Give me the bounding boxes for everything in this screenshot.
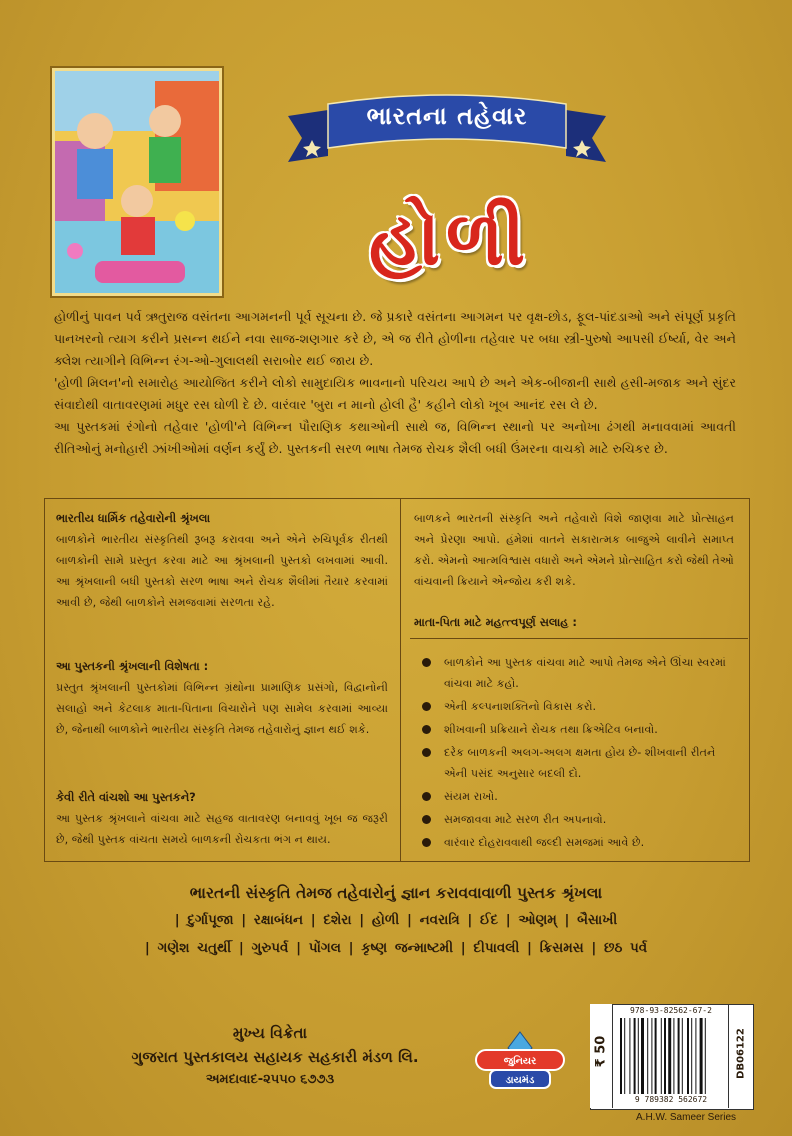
section-heading-features: આ પુસ્તકની શ્રૃંખલાની વિશેષતા : — [56, 659, 209, 673]
logo-bottom-text: ડાયમંડ — [505, 1075, 535, 1086]
list-item: દરેક બાળકની અલગ-અલગ ક્ષમતા હોય છે- શીખવાની રીતને એની પસંદ અનુસાર બદલી દો. — [420, 742, 738, 784]
book-title: હોળી — [369, 196, 531, 282]
series-list-line-2: | ગણેશ ચતુર્થી | ગુરુપર્વ | પોંગલ | કૃષ્ણ જન્માષ્ટમી | દીપાવલી | ક્રિસમસ | છઠ પર્વ — [144, 940, 648, 956]
logo-top-text: જુનિયર — [503, 1056, 537, 1067]
product-code — [728, 1004, 753, 1108]
distributor-name: ગુજરાત પુસ્તકાલય સહાયક સહકારી મંડળ લિ. — [131, 1048, 419, 1066]
bullet-icon — [422, 792, 431, 801]
bullet-icon — [422, 658, 431, 667]
section-text-series: બાળકોને ભારતીય સંસ્કૃતિથી રૂબરૂ કરાવવા અને એને રુચિપૂર્વક રીતથી બાળકોની સામે પ્રસ્તુત કરવા માટે આ શ્રૃંખલાની પુસ્તકો લખવામાં આવી. આ શ્રૃંખલાની બધી પુસ્તકો સરળ ભાષા અને રોચક શૈલીમાં તૈયાર કરવામાં આવી છે, જેથી બાળકોને સમજવામાં સરળતા રહે. — [56, 533, 388, 609]
intro-paragraph-2: 'હોળી મિલન'નો સમારોહ આયોજિત કરીને લોકો સામુદાયિક ભાવનાનો પરિચય આપે છે અને એક-બીજાની સાથે હસી-મજાક અને સુંદર સંવાદોથી વાતાવરણમાં મધુર રસ ઘોળી દે છે. વારંવાર 'બુરા ન માનો હોલી હૈ' કહીને લોકો ખૂબ આનંદ રસ લે છે. — [54, 375, 736, 412]
bullet-icon — [422, 702, 431, 711]
series-title: ભારતની સંસ્કૃતિ તેમજ તહેવારોનું જ્ઞાન કરાવવાવાળી પુસ્તક શ્રૃંખલા — [189, 884, 603, 902]
section-heading-series: ભારતીય ધાર્મિક તહેવારોની શ્રૃંખલા — [56, 511, 211, 525]
list-item: બાળકોને આ પુસ્તક વાંચવા માટે આપો તેમજ એને ઊંચા સ્વરમાં વાંચવા માટે કહો. — [420, 652, 738, 694]
section-heading-how-to-read: કેવી રીતે વાંચશો આ પુસ્તકને? — [56, 790, 196, 804]
bullet-icon — [422, 838, 431, 847]
intro-paragraph-1: હોળીનું પાવન પર્વ ઋતુરાજ વસંતના આગમનની પૂર્વ સૂચના છે. જે પ્રકારે વસંતના આગમન પર વૃક્ષ-છોડ, ફૂલ-પાંદડાઓ અને સંપૂર્ણ પ્રકૃતિ પાનખરનો ત્યાગ કરીને પ્રસન્ન થઈને નવા સાજ-શણગાર કરે છે, એ જ રીતે હોળીના તહેવાર પર બધા સ્ત્રી-પુરુષો આપસી ઈર્ષ્યા, વેર અને ક્લેશ ત્યાગીને વિભિન્ન રંગ-ઓ-ગુલાલથી સરાબોર થઈ જાય છે. — [54, 309, 736, 368]
series-label: ભારતના તહેવાર — [366, 102, 528, 130]
distributor-label: મુખ્ય વિક્રેતા — [232, 1024, 308, 1042]
series-list-line-1: | દુર્ગાપૂજા | રક્ષાબંધન | દશેરા | હોળી | નવરાત્રિ | ઈદ | ઓણમ્ | બૈસાખી — [174, 912, 618, 928]
distributor-address: અમદાવાદ-૨૫૫૦ ૬૭૭૩ — [205, 1072, 335, 1087]
advice-list — [420, 652, 738, 855]
advice-separator — [410, 638, 748, 639]
list-item: સમજાવવા માટે સરળ રીત અપનાવો. — [420, 809, 738, 830]
section-heading-parent-advice: માતા-પિતા માટે મહત્ત્વપૂર્ણ સલાહ : — [414, 615, 577, 629]
title-ribbon — [288, 90, 606, 170]
price-tag — [590, 1004, 613, 1108]
isbn-text: 978-93-82562-67-2 — [630, 1006, 712, 1015]
intro-paragraph-3: આ પુસ્તકમાં રંગોનો તહેવાર 'હોળી'ને વિભિન્ન પૌરાણિક કથાઓની સાથે જ, વિભિન્ન સ્થાનો પર અનોખા ઢંગથી મનાવવામાં આવતી રીતિઓનું મનોહારી ઝાંખીઓમાં વર્ણન કર્યું છે. પુસ્તકની સરળ ભાષા તેમજ રોચક શૈલી બધી ઉંમરના વાચકો માટે રુચિકર છે. — [54, 419, 736, 456]
barcode-bars — [618, 1018, 724, 1094]
list-item: વારંવાર દોહરાવવાથી જલ્દી સમજમાં આવે છે. — [420, 832, 738, 853]
section-text-how-to-read: આ પુસ્તક શ્રૃંખલાને વાંચવા માટે સહજ વાતાવરણ બનાવવું ખૂબ જ જરૂરી છે, જેથી પુસ્તક વાંચતા સમયે બાળકની રોચકતા ભંગ ન થાય. — [56, 812, 388, 846]
publisher-logo — [470, 1030, 570, 1092]
isbn-digits: 9 789382 562672 — [634, 1095, 708, 1104]
section-text-encouragement: બાળકને ભારતની સંસ્કૃતિ અને તહેવારો વિશે જાણવા માટે પ્રોત્સાહન અને પ્રેરણા આપો. હંમેશાં વાતને સકારાત્મક બાજુએ લાવીને સમાપ્ત કરો. એમનો આત્મવિશ્વાસ વધારો અને એમને પ્રોત્સાહિત કરો જેથી તેઓ વાંચવાની ક્રિયાને એન્જોય કરી શકે. — [414, 512, 734, 588]
bullet-icon — [422, 748, 431, 757]
series-name: A.H.W. Sameer Series — [636, 1112, 737, 1123]
bullet-icon — [422, 725, 431, 734]
column-divider — [400, 498, 401, 862]
list-item: સંયમ રાખો. — [420, 786, 738, 807]
cover-illustration — [52, 68, 222, 296]
bullet-icon — [422, 815, 431, 824]
list-item: શીખવાની પ્રક્રિયાને રોચક તથા ક્રિએટિવ બનાવો. — [420, 719, 738, 740]
product-code-label: DB06122 — [735, 1028, 747, 1079]
list-item: એની કલ્પનાશક્તિનો વિકાસ કરો. — [420, 696, 738, 717]
section-text-features: પ્રસ્તુત શ્રૃંખલાની પુસ્તકોમાં વિભિન્ન ગ્રંથોના પ્રામાણિક પ્રસંગો, વિદ્વાનોની સલાહો અને કેટલાક માતા-પિતાના વિચારોને પણ સામેલ કરવામાં આવ્યા છે, જેનાથી બાળકોને ભારતીય સંસ્કૃતિ તેમજ તહેવારોનું જ્ઞાન થઈ શકે. — [56, 681, 388, 736]
price-label: ₹ 50 — [593, 1035, 609, 1068]
